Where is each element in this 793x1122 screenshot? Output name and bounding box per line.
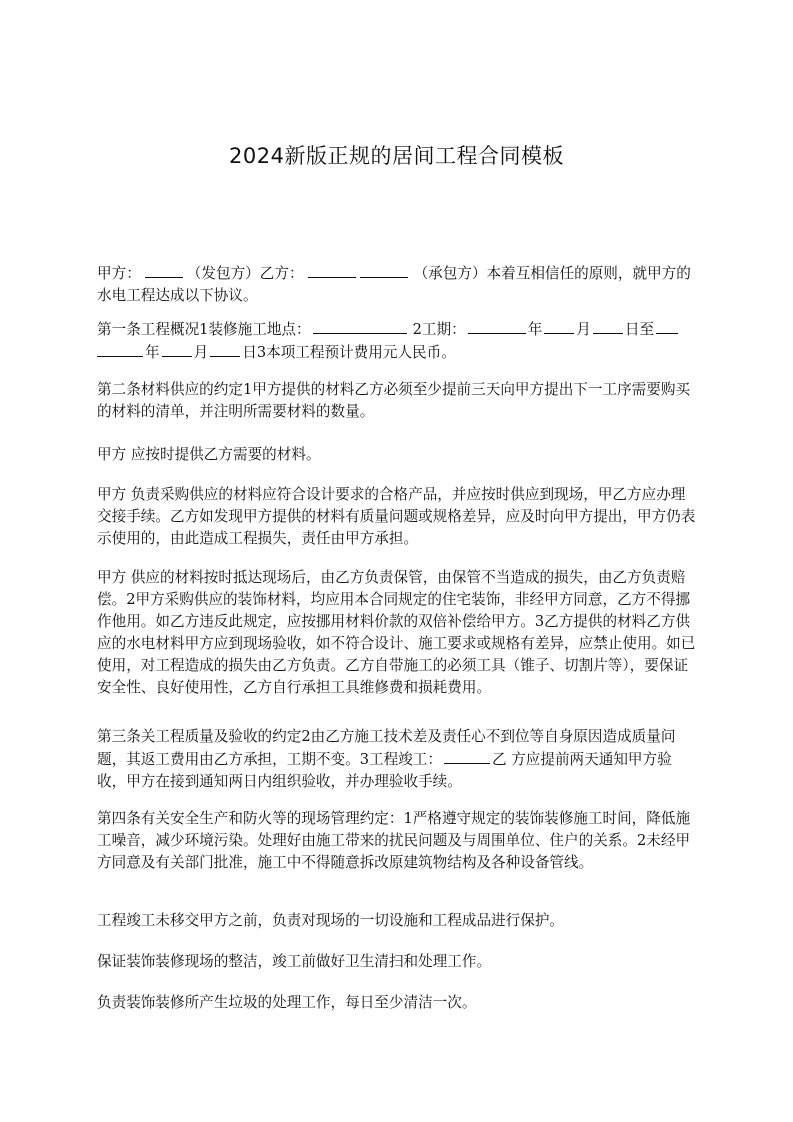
article-3-acceptance: 乙 方应提前两天通知甲方验收，甲方在接到通知两日内组织验收，并办理验收手续。 — [97, 751, 672, 790]
blank-end-day — [210, 341, 240, 357]
blank-site — [313, 318, 407, 334]
party-a-label: 甲方： — [97, 265, 141, 282]
label-month-2: 月 — [193, 344, 209, 361]
blank-end-year-b — [97, 341, 143, 357]
blank-end-year-a — [656, 318, 678, 334]
label-year: 年 — [527, 321, 543, 338]
paragraph-procurement: 甲方 负责采购供应的材料应符合设计要求的合格产品，并应按时供应到现场，甲乙方应办理交接手续。乙方如发现甲方提供的材料有质量问题或规格差异，应及时向甲方提出，甲方仍表示使用的，由此造成工程损失，责任由甲方承担。 — [97, 486, 696, 547]
parties-text: （承包方）本着互相信任的原则，就甲方的水电工程达成以下协议。 — [97, 265, 691, 304]
blank-party-b-1 — [308, 262, 356, 278]
paragraph-waste: 负责装饰装修所产生垃圾的处理工作，每日至少清洁一次。 — [97, 994, 477, 1011]
paragraph-custody: 甲方 供应的材料按时抵达现场后，由乙方负责保管，由保管不当造成的损失，由乙方负责赔偿。2甲方采购供应的装饰材料，均应用本合同规定的住宅装饰，非经甲方同意，乙方不得挪作他用。如乙方违反此规定，应按挪用材料价款的双倍补偿给甲方。3乙方提供的材料乙方供应的水电材料甲方应到现场验收，如不符合设计、施工要求或规格有差异，应禁止使用。如已使用，对工程造成的损失由乙方负责。乙方自带施工的必须工具（锥子、切割片等），要保证安全性、良好使用性，乙方自行承担工具维修费和损耗费用。 — [97, 569, 696, 696]
blank-party-b-2 — [360, 262, 408, 278]
blank-start-year — [468, 318, 526, 334]
paragraph-parties — [97, 262, 697, 307]
paragraph-supply-on-time: 甲方 应按时提供乙方需要的材料。 — [97, 446, 321, 463]
blank-start-day — [593, 318, 623, 334]
label-month: 月 — [576, 321, 591, 338]
blank-start-month — [544, 318, 574, 334]
article-1-period: 2工期： — [412, 321, 466, 338]
paragraph-protection: 工程竣工未移交甲方之前，负责对现场的一切设施和工程成品进行保护。 — [97, 912, 565, 929]
blank-completion — [444, 748, 490, 764]
document-title: 2024新版正规的居间工程合同模板 — [229, 144, 564, 168]
article-1-cost: 日3本项工程预计费用元人民币。 — [242, 344, 456, 361]
article-3-text: 第三条关工程质量及验收的约定2由乙方施工技术差及责任心不到位等自身原因造成质量问题，其返工费用由乙方承担，工期不变。3工程竣工： — [97, 728, 676, 768]
paragraph-article-2: 第二条材料供应的约定1甲方提供的材料乙方必须至少提前三天向甲方提出下一工序需要购买的材料的清单，并注明所需要材料的数量。 — [97, 381, 691, 420]
blank-end-month — [162, 341, 192, 357]
article-1-site: 第一条工程概况1装修施工地点： — [97, 321, 311, 338]
blank-party-a — [145, 262, 183, 278]
label-day-to: 日至 — [624, 321, 655, 338]
paragraph-cleanliness: 保证装饰装修现场的整洁，竣工前做好卫生清扫和处理工作。 — [97, 953, 492, 970]
party-b-label: （发包方）乙方： — [186, 265, 304, 282]
label-year-2: 年 — [145, 344, 160, 361]
paragraph-article-3 — [97, 726, 697, 793]
paragraph-article-4: 第四条有关安全生产和防火等的现场管理约定：1严格遵守规定的装饰装修施工时间，降低施工噪音，减少环境污染。处理好由施工带来的扰民问题及与周围单位、住户的关系。2未经甲方同意及有关部门批准，施工中不得随意拆改原建筑物结构及各种设备管线。 — [97, 810, 691, 871]
paragraph-article-1 — [97, 318, 678, 364]
